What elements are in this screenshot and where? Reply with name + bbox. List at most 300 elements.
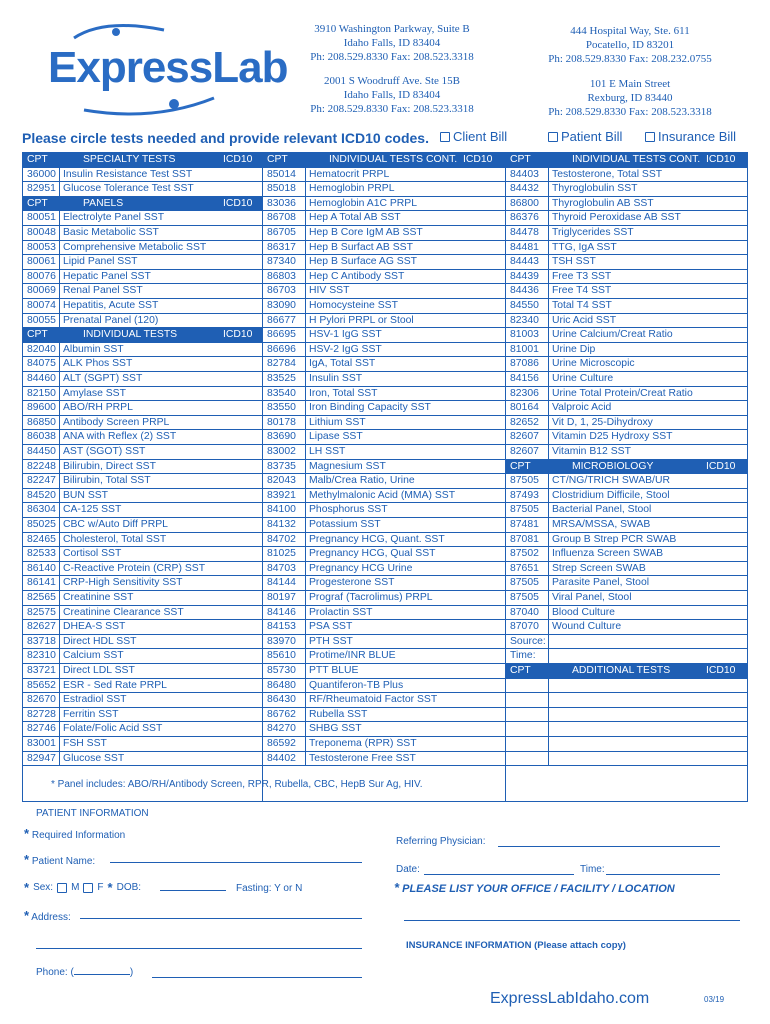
cpt-code: 83721 [27, 665, 56, 676]
cpt-code: 84550 [510, 300, 539, 311]
cell-divider [59, 664, 60, 678]
cell-divider [59, 489, 60, 503]
test-row[interactable] [263, 664, 505, 679]
cell-divider [305, 357, 306, 371]
test-name: Bilirubin, Direct SST [63, 460, 156, 472]
address-line: Idaho Falls, ID 83404 [343, 89, 441, 101]
sex-f-checkbox[interactable] [83, 883, 93, 893]
icd10-header: ICD10 [223, 329, 253, 341]
test-row[interactable] [263, 387, 505, 402]
test-row[interactable] [263, 372, 505, 387]
test-row[interactable] [23, 211, 262, 226]
cpt-code: 85018 [267, 183, 296, 195]
dob-field[interactable] [160, 890, 226, 891]
test-row[interactable] [23, 533, 262, 548]
test-row[interactable] [263, 679, 505, 694]
website-link[interactable]: ExpressLabIdaho.com [490, 990, 650, 1007]
cell-divider [59, 547, 60, 561]
test-row[interactable] [263, 649, 505, 664]
test-row[interactable] [23, 182, 262, 197]
cpt-header: CPT [27, 197, 48, 209]
test-row[interactable] [23, 357, 262, 372]
cpt-code: 82607 [510, 446, 539, 457]
test-row[interactable] [263, 401, 505, 416]
test-row[interactable] [506, 255, 747, 270]
test-row[interactable] [23, 664, 262, 679]
cell-divider [59, 620, 60, 634]
test-row[interactable] [506, 518, 747, 533]
cell-divider [548, 679, 549, 693]
cell-divider [59, 430, 60, 444]
cpt-code: 84520 [27, 489, 56, 501]
cpt-code: 87493 [510, 489, 539, 501]
cell-divider [305, 430, 306, 444]
test-row[interactable] [23, 649, 262, 664]
column-individual-cont [506, 153, 747, 801]
section-header-row [506, 153, 747, 168]
test-row[interactable] [23, 576, 262, 591]
cell-divider [59, 722, 60, 736]
test-row[interactable] [263, 693, 505, 708]
test-row[interactable] [263, 226, 505, 241]
test-row[interactable] [506, 547, 747, 562]
test-name: Comprehensive Metabolic SST [63, 241, 207, 253]
cell-divider [59, 357, 60, 371]
test-name: Hematocrit PRPL [309, 168, 390, 180]
cpt-code: 86695 [267, 329, 296, 341]
cpt-code: 84436 [510, 285, 539, 297]
cell-divider [548, 328, 549, 342]
office-field[interactable] [404, 920, 740, 921]
test-row[interactable] [23, 474, 262, 489]
cell-divider [548, 591, 549, 605]
test-row[interactable] [506, 387, 747, 402]
section-header-row [506, 664, 747, 679]
address-field-2[interactable] [36, 948, 362, 949]
test-row[interactable] [263, 255, 505, 270]
test-row[interactable] [506, 241, 747, 256]
cpt-code: 80053 [27, 241, 56, 253]
cpt-header: CPT [510, 665, 531, 676]
test-name: IgA, Total SST [309, 358, 376, 370]
test-row[interactable] [506, 343, 747, 358]
test-row[interactable] [263, 547, 505, 562]
test-name: Prolactin SST [309, 606, 373, 618]
cell-divider [59, 752, 60, 766]
test-row[interactable] [506, 591, 747, 606]
test-row[interactable] [506, 328, 747, 343]
test-row[interactable] [263, 562, 505, 577]
test-row[interactable] [23, 752, 262, 767]
cpt-header: CPT [267, 154, 288, 165]
test-row[interactable] [506, 693, 747, 708]
cpt-code: 87505 [510, 475, 539, 487]
phone-label [36, 967, 133, 978]
test-row[interactable] [506, 430, 747, 445]
test-name: Hep A Total AB SST [309, 212, 401, 224]
cell-divider [548, 547, 549, 561]
asterisk-icon: * [24, 826, 30, 841]
address-line: Ph: 208.529.8330 Fax: 208.232.0755 [548, 53, 712, 65]
insurance-bill-label: Insurance Bill [658, 129, 737, 144]
test-row[interactable] [23, 737, 262, 752]
cpt-code: 84153 [267, 621, 296, 633]
cpt-code: 84703 [267, 562, 296, 574]
test-row[interactable] [23, 591, 262, 606]
test-row[interactable] [263, 299, 505, 314]
test-row[interactable] [23, 168, 262, 183]
test-row[interactable] [23, 284, 262, 299]
test-row[interactable] [263, 284, 505, 299]
test-name: Pregnancy HCG, Qual SST [309, 548, 436, 560]
asterisk-icon: * [394, 880, 400, 895]
cpt-code: 83525 [267, 373, 296, 384]
patient-info-heading: PATIENT INFORMATION [36, 808, 149, 819]
test-row[interactable] [263, 460, 505, 475]
test-row[interactable] [23, 445, 262, 460]
test-row[interactable] [23, 241, 262, 256]
test-row[interactable] [263, 270, 505, 285]
test-row[interactable] [263, 357, 505, 372]
cpt-header: CPT [27, 329, 48, 341]
test-row[interactable] [23, 255, 262, 270]
cpt-code: 82040 [27, 343, 56, 355]
test-row[interactable] [506, 576, 747, 591]
cpt-code: 82947 [27, 752, 56, 764]
test-row[interactable] [506, 270, 747, 285]
cell-divider [59, 737, 60, 751]
cpt-code: 84702 [267, 533, 296, 545]
cpt-code: 84075 [27, 358, 56, 370]
test-row[interactable] [506, 372, 747, 387]
test-row[interactable] [506, 533, 747, 548]
test-row[interactable] [506, 168, 747, 183]
test-row[interactable] [263, 197, 505, 212]
address-block-3 [292, 74, 492, 116]
cell-divider [305, 284, 306, 298]
cell-divider [59, 182, 60, 196]
test-row[interactable] [23, 299, 262, 314]
test-row[interactable] [23, 693, 262, 708]
test-row[interactable] [506, 197, 747, 212]
test-row[interactable] [263, 241, 505, 256]
test-row[interactable] [506, 562, 747, 577]
test-row[interactable] [23, 430, 262, 445]
test-name: ABO/RH PRPL [63, 402, 133, 414]
test-name: Glucose Tolerance Test SST [63, 183, 194, 195]
test-row[interactable] [263, 503, 505, 518]
cell-divider [548, 445, 549, 459]
cell-divider [305, 752, 306, 766]
test-row[interactable] [263, 606, 505, 621]
cpt-code: 86304 [27, 504, 56, 516]
test-row[interactable] [263, 343, 505, 358]
cell-divider [548, 620, 549, 634]
office-label [394, 880, 675, 895]
cell-divider [305, 387, 306, 401]
cell-divider [59, 343, 60, 357]
test-name: Methylmalonic Acid (MMA) SST [309, 489, 456, 501]
test-row[interactable] [506, 708, 747, 723]
section-header-row [23, 153, 262, 168]
test-row[interactable] [263, 722, 505, 737]
cpt-code: 82340 [510, 314, 539, 326]
cpt-code: 87040 [510, 606, 539, 618]
cpt-code: 84478 [510, 227, 539, 238]
test-row[interactable] [506, 679, 747, 694]
test-row[interactable] [506, 737, 747, 752]
test-row[interactable] [506, 416, 747, 431]
address-block-4 [530, 77, 730, 119]
test-row[interactable] [263, 211, 505, 226]
cell-divider [59, 591, 60, 605]
test-name: HIV SST [309, 285, 350, 297]
test-name: Uric Acid SST [552, 314, 617, 326]
cell-divider [305, 168, 306, 182]
cpt-code: 84460 [27, 373, 56, 384]
test-row[interactable] [263, 182, 505, 197]
cell-divider [548, 503, 549, 517]
cpt-code: 84432 [510, 183, 539, 195]
cpt-code: 86140 [27, 562, 56, 574]
insurance-bill-checkbox[interactable] [645, 129, 736, 144]
cell-divider [59, 270, 60, 284]
cpt-code: 86317 [267, 241, 296, 253]
cpt-code: 82310 [27, 650, 56, 662]
test-name: Hep B Core IgM AB SST [309, 227, 423, 238]
test-row[interactable] [23, 226, 262, 241]
cell-divider [305, 401, 306, 415]
test-row[interactable] [506, 284, 747, 299]
cell-divider [59, 314, 60, 328]
cell-divider [305, 314, 306, 328]
test-row[interactable] [506, 752, 747, 767]
test-row[interactable] [23, 314, 262, 329]
test-row[interactable] [23, 722, 262, 737]
cell-divider [59, 416, 60, 430]
test-row[interactable] [506, 635, 747, 650]
time-field[interactable] [606, 874, 720, 875]
cpt-code: 84132 [267, 519, 296, 530]
form-date-code: 03/19 [704, 995, 725, 1004]
test-row[interactable] [506, 211, 747, 226]
test-row[interactable] [506, 489, 747, 504]
test-row[interactable] [23, 489, 262, 504]
cell-divider [59, 284, 60, 298]
test-row[interactable] [506, 299, 747, 314]
test-row[interactable] [506, 182, 747, 197]
test-name: Potassium SST [309, 519, 381, 530]
test-name: Pregnancy HCG Urine [309, 562, 413, 574]
test-row[interactable] [23, 270, 262, 285]
test-row[interactable] [506, 503, 747, 518]
test-row[interactable] [23, 518, 262, 533]
cpt-code: 83970 [267, 635, 296, 647]
cpt-code: 36000 [27, 168, 56, 180]
cell-divider [59, 503, 60, 517]
cpt-code: Time: [510, 650, 536, 662]
test-row[interactable] [263, 752, 505, 767]
test-row[interactable] [23, 460, 262, 475]
insurance-label: INSURANCE INFORMATION (Please attach copy) [406, 940, 626, 951]
cpt-code: 82670 [27, 694, 56, 706]
test-name: Parasite Panel, Stool [552, 577, 650, 589]
date-field[interactable] [424, 874, 574, 875]
physician-field[interactable] [498, 846, 720, 847]
cell-divider [305, 649, 306, 663]
cpt-code: 86592 [267, 738, 296, 749]
asterisk-icon: * [24, 908, 30, 923]
test-name: Urine Microscopic [552, 358, 635, 370]
test-row[interactable] [506, 226, 747, 241]
cell-divider [59, 372, 60, 386]
test-name: Hep C Antibody SST [309, 270, 405, 282]
test-row[interactable] [23, 708, 262, 723]
test-row[interactable] [23, 387, 262, 402]
cpt-code: 80197 [267, 592, 296, 603]
test-row[interactable] [506, 649, 747, 664]
cpt-code: 86696 [267, 343, 296, 355]
test-row[interactable] [23, 635, 262, 650]
test-row[interactable] [263, 445, 505, 460]
address-line: Ph: 208.529.8330 Fax: 208.523.3318 [310, 103, 474, 115]
cell-divider [548, 211, 549, 225]
phone-field[interactable] [152, 977, 362, 978]
test-row[interactable] [263, 430, 505, 445]
cell-divider [548, 693, 549, 707]
cell-divider [59, 679, 60, 693]
test-name: PSA SST [309, 621, 353, 633]
test-row[interactable] [23, 343, 262, 358]
test-name: Vit D, 1, 25-Dihydroxy [552, 416, 653, 428]
cpt-code: 85730 [267, 665, 296, 676]
test-row[interactable] [263, 591, 505, 606]
test-name: Viral Panel, Stool [552, 592, 632, 603]
test-row[interactable] [506, 401, 747, 416]
test-row[interactable] [263, 518, 505, 533]
cpt-code: 81001 [510, 343, 539, 355]
test-name: C-Reactive Protein (CRP) SST [63, 562, 206, 574]
test-row[interactable] [263, 474, 505, 489]
cell-divider [305, 372, 306, 386]
cell-divider [59, 474, 60, 488]
test-row[interactable] [263, 620, 505, 635]
cell-divider [305, 737, 306, 751]
cell-divider [548, 562, 549, 576]
test-name: Vitamin B12 SST [552, 446, 631, 457]
test-row[interactable] [263, 314, 505, 329]
section-title: INDIVIDUAL TESTS [83, 329, 178, 341]
test-row[interactable] [23, 679, 262, 694]
test-row[interactable] [23, 562, 262, 577]
test-name: CBC w/Auto Diff PRPL [63, 519, 168, 530]
cell-divider [59, 255, 60, 269]
address-line: 2001 S Woodruff Ave. Ste 15B [323, 75, 460, 87]
cpt-code: 89600 [27, 402, 56, 414]
cell-divider [305, 591, 306, 605]
icd10-header: ICD10 [706, 665, 736, 676]
cpt-code: 83735 [267, 460, 296, 472]
sex-m-checkbox[interactable] [57, 883, 67, 893]
test-name: Hemoglobin PRPL [309, 183, 395, 195]
cpt-code: 86038 [27, 431, 56, 443]
test-row[interactable] [263, 737, 505, 752]
test-row[interactable] [506, 314, 747, 329]
test-row[interactable] [23, 503, 262, 518]
test-row[interactable] [263, 576, 505, 591]
test-row[interactable] [23, 606, 262, 621]
cpt-code: 80076 [27, 270, 56, 282]
cell-divider [305, 562, 306, 576]
test-name: Vitamin D25 Hydroxy SST [552, 431, 673, 443]
test-row[interactable] [263, 635, 505, 650]
test-row[interactable] [506, 722, 747, 737]
cell-divider [548, 314, 549, 328]
cpt-code: 87505 [510, 504, 539, 516]
cell-divider [548, 533, 549, 547]
client-bill-label: Client Bill [453, 129, 508, 144]
test-name: Rubella SST [309, 708, 368, 720]
cell-divider [59, 562, 60, 576]
test-row[interactable] [263, 533, 505, 548]
cpt-code: 85014 [267, 168, 296, 180]
test-row[interactable] [506, 606, 747, 621]
logo-text: ExpressLab [48, 43, 288, 92]
client-bill-checkbox[interactable] [440, 129, 507, 144]
section-title: ADDITIONAL TESTS [572, 665, 671, 676]
test-row[interactable] [23, 620, 262, 635]
test-row[interactable] [506, 357, 747, 372]
test-row[interactable] [263, 489, 505, 504]
test-name: BUN SST [63, 489, 109, 501]
test-row[interactable] [263, 416, 505, 431]
checkbox-icon [548, 132, 558, 142]
cell-divider [548, 752, 549, 766]
cpt-code: 82951 [27, 183, 56, 195]
phone-text: Phone: ( [36, 967, 74, 978]
test-row[interactable] [506, 620, 747, 635]
cell-divider [548, 182, 549, 196]
address-label [24, 908, 71, 923]
test-row[interactable] [263, 168, 505, 183]
cpt-code: 86141 [27, 577, 56, 589]
test-name: Renal Panel SST [63, 285, 143, 297]
cpt-code: 86850 [27, 416, 56, 428]
section-header-row [506, 460, 747, 475]
cpt-code: 84443 [510, 256, 539, 268]
test-row[interactable] [23, 401, 262, 416]
test-row[interactable] [23, 547, 262, 562]
physician-label: Referring Physician: [396, 836, 486, 847]
fasting-label: Fasting: Y or N [236, 883, 303, 894]
test-row[interactable] [23, 372, 262, 387]
test-row[interactable] [263, 328, 505, 343]
patient-bill-checkbox[interactable] [548, 129, 622, 144]
cell-divider [59, 445, 60, 459]
patient-name-field[interactable] [110, 862, 362, 863]
cell-divider [548, 606, 549, 620]
office-text: PLEASE LIST YOUR OFFICE / FACILITY / LOCATION [402, 883, 675, 895]
address-field-1[interactable] [80, 918, 362, 919]
cpt-code: 86677 [267, 314, 296, 326]
cell-divider [305, 620, 306, 634]
test-row[interactable] [263, 708, 505, 723]
test-row[interactable] [506, 474, 747, 489]
cpt-code: 84146 [267, 606, 296, 618]
test-row[interactable] [23, 416, 262, 431]
address-line: 444 Hospital Way, Ste. 611 [570, 25, 690, 37]
test-row[interactable] [506, 445, 747, 460]
